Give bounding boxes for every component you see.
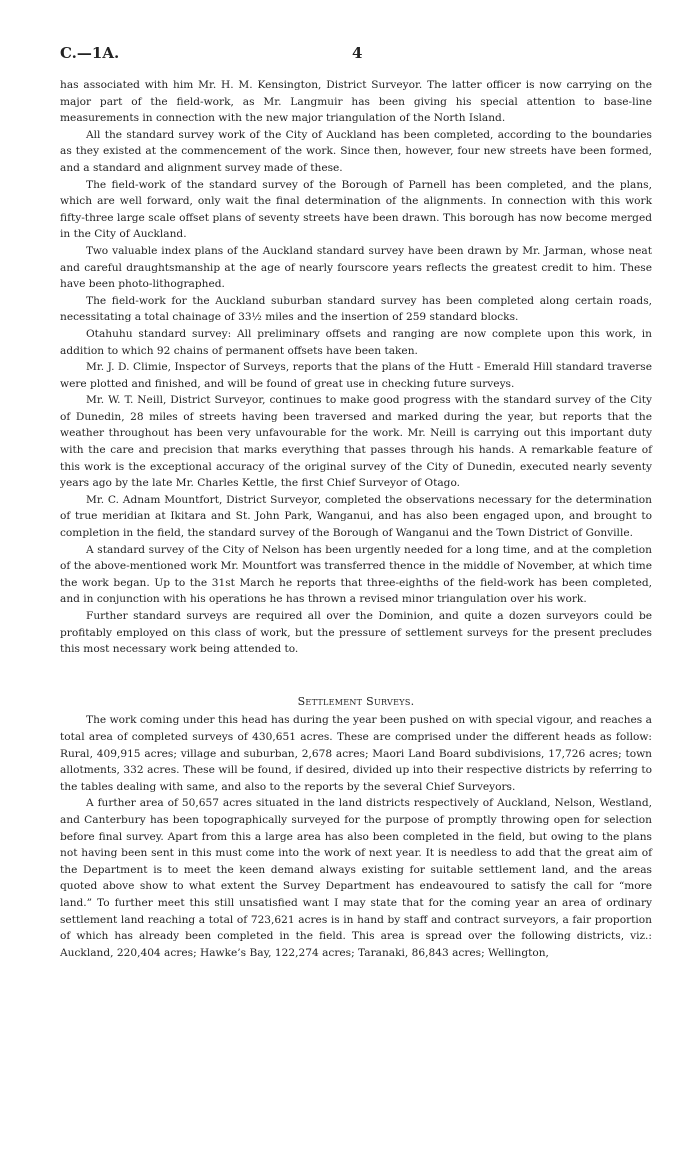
paragraph: A further area of 50,657 acres situated in the land districts respectively of Auckland, Nelson, Westland, and Canterbury has been topographically surveyed for the purpose of promptly throwing open for selection before final survey. Apart from this a large area has also been completed in the field, but owing to the plans not having been sent in this must come into the work of next year. It is needless to add that the great aim of the Department is to meet the keen demand always existing for suitable settlement land, and the areas quoted above show to what extent the Survey Department has endeavoured to satisfy the call for “more land.” To further meet this still unsatisfied want I may state that for the coming year an area of ordinary settlement land reaching a total of 723,621 acres is in hand by staff and contract surveyors, a fair proportion of which has already been completed in the field. This area is spread over the following districts, viz.: Auckland, 220,404 acres; Hawke’s Bay, 122,274 acres; Taranaki, 86,843 acres; Wellington, [60, 797, 652, 959]
paragraph: Mr. C. Adnam Mountfort, District Surveyor, completed the observations necessary for the determination of true meridian at Ikitara and St. John Park, Wanganui, and has also been engaged upon, and brought to completion in the field, the standard survey of the Borough of Wanganui and the Town District of Gonville. [60, 493, 652, 540]
paragraph: The work coming under this head has during the year been pushed on with special vigour, and reaches a total area of completed surveys of 430,651 acres. These are comprised under the different heads as follow: Rural, 409,915 acres; village and suburban, 2,678 acres; Maori Land Board subdivisions, 17,726 acres; town allotments, 332 acres. These will be found, if desired, divided up into their respective districts by referring to the tables dealing with same, and also to the reports by the several Chief Surveyors. [60, 714, 652, 793]
paragraph: Mr. J. D. Climie, Inspector of Surveys, reports that the plans of the Hutt - Emerald Hill standard traverse were plotted and finished, and will be found of great use in checking future surveys. [60, 361, 652, 390]
section-heading-settlement-surveys: Settlement Surveys. [297, 694, 415, 708]
document-code: C.—1A. [60, 44, 120, 62]
paragraph: Further standard surveys are required all over the Dominion, and quite a dozen surveyors could be profitably employed on this class of work, but the pressure of settlement surveys for the present precludes this most necessary work being attended to. [60, 610, 652, 656]
paragraph: Otahuhu standard survey: All preliminary offsets and ranging are now complete upon this work, in addition to which 92 chains of permanent offsets have been taken. [60, 327, 652, 357]
page-header [60, 44, 660, 66]
paragraph: has associated with him Mr. H. M. Kensington, District Surveyor. The latter officer is now carrying on the major part of the field-work, as Mr. Langmuir has been giving his special attention to base-line measurements in connection with the new major triangulation of the North Island. [60, 79, 652, 125]
paragraph: The field-work for the Auckland suburban standard survey has been completed along certain roads, necessitating a total chainage of 33½ miles and the insertion of 259 standard blocks. [60, 294, 652, 324]
body-text [60, 77, 652, 961]
paragraph: Mr. W. T. Neill, District Surveyor, continues to make good progress with the standard survey of the City of Dunedin, 28 miles of streets having been traversed and marked during the year, but reports that the weather throughout has been very unfavourable for the work. Mr. Neill is carrying out this important duty with the care and precision that marks everything that passes through his hands. A remarkable feature of this work is the exceptional accuracy of the original survey of the City of Dunedin, executed nearly seventy years ago by the late Mr. Charles Kettle, the first Chief Surveyor of Otago. [60, 394, 652, 490]
page-number: 4 [352, 44, 363, 62]
paragraph: A standard survey of the City of Nelson has been urgently needed for a long time, and at the completion of the above-mentioned work Mr. Mountfort was transferred thence in the middle of November, at which time the work began. Up to the 31st March he reports that three-eighths of the field-work has been completed, and in conjunction with his operations he has thrown a revised minor triangulation over his work. [60, 543, 652, 606]
paragraph: Two valuable index plans of the Auckland standard survey have been drawn by Mr. Jarman, whose neat and careful draughtsmanship at the age of nearly fourscore years reflects the greatest credit to him. These have been photo-lithographed. [60, 244, 652, 291]
paragraph: All the standard survey work of the City of Auckland has been completed, according to the boundaries as they existed at the commencement of the work. Since then, however, four new streets have been formed, and a standard and alignment survey made of these. [60, 128, 652, 174]
paragraph: The field-work of the standard survey of the Borough of Parnell has been completed, and the plans, which are well forward, only wait the final determination of the alignments. In connection with this work fifty-three large scale offset plans of seventy streets have been drawn. This borough has now become merged in the City of Auckland. [60, 178, 652, 241]
